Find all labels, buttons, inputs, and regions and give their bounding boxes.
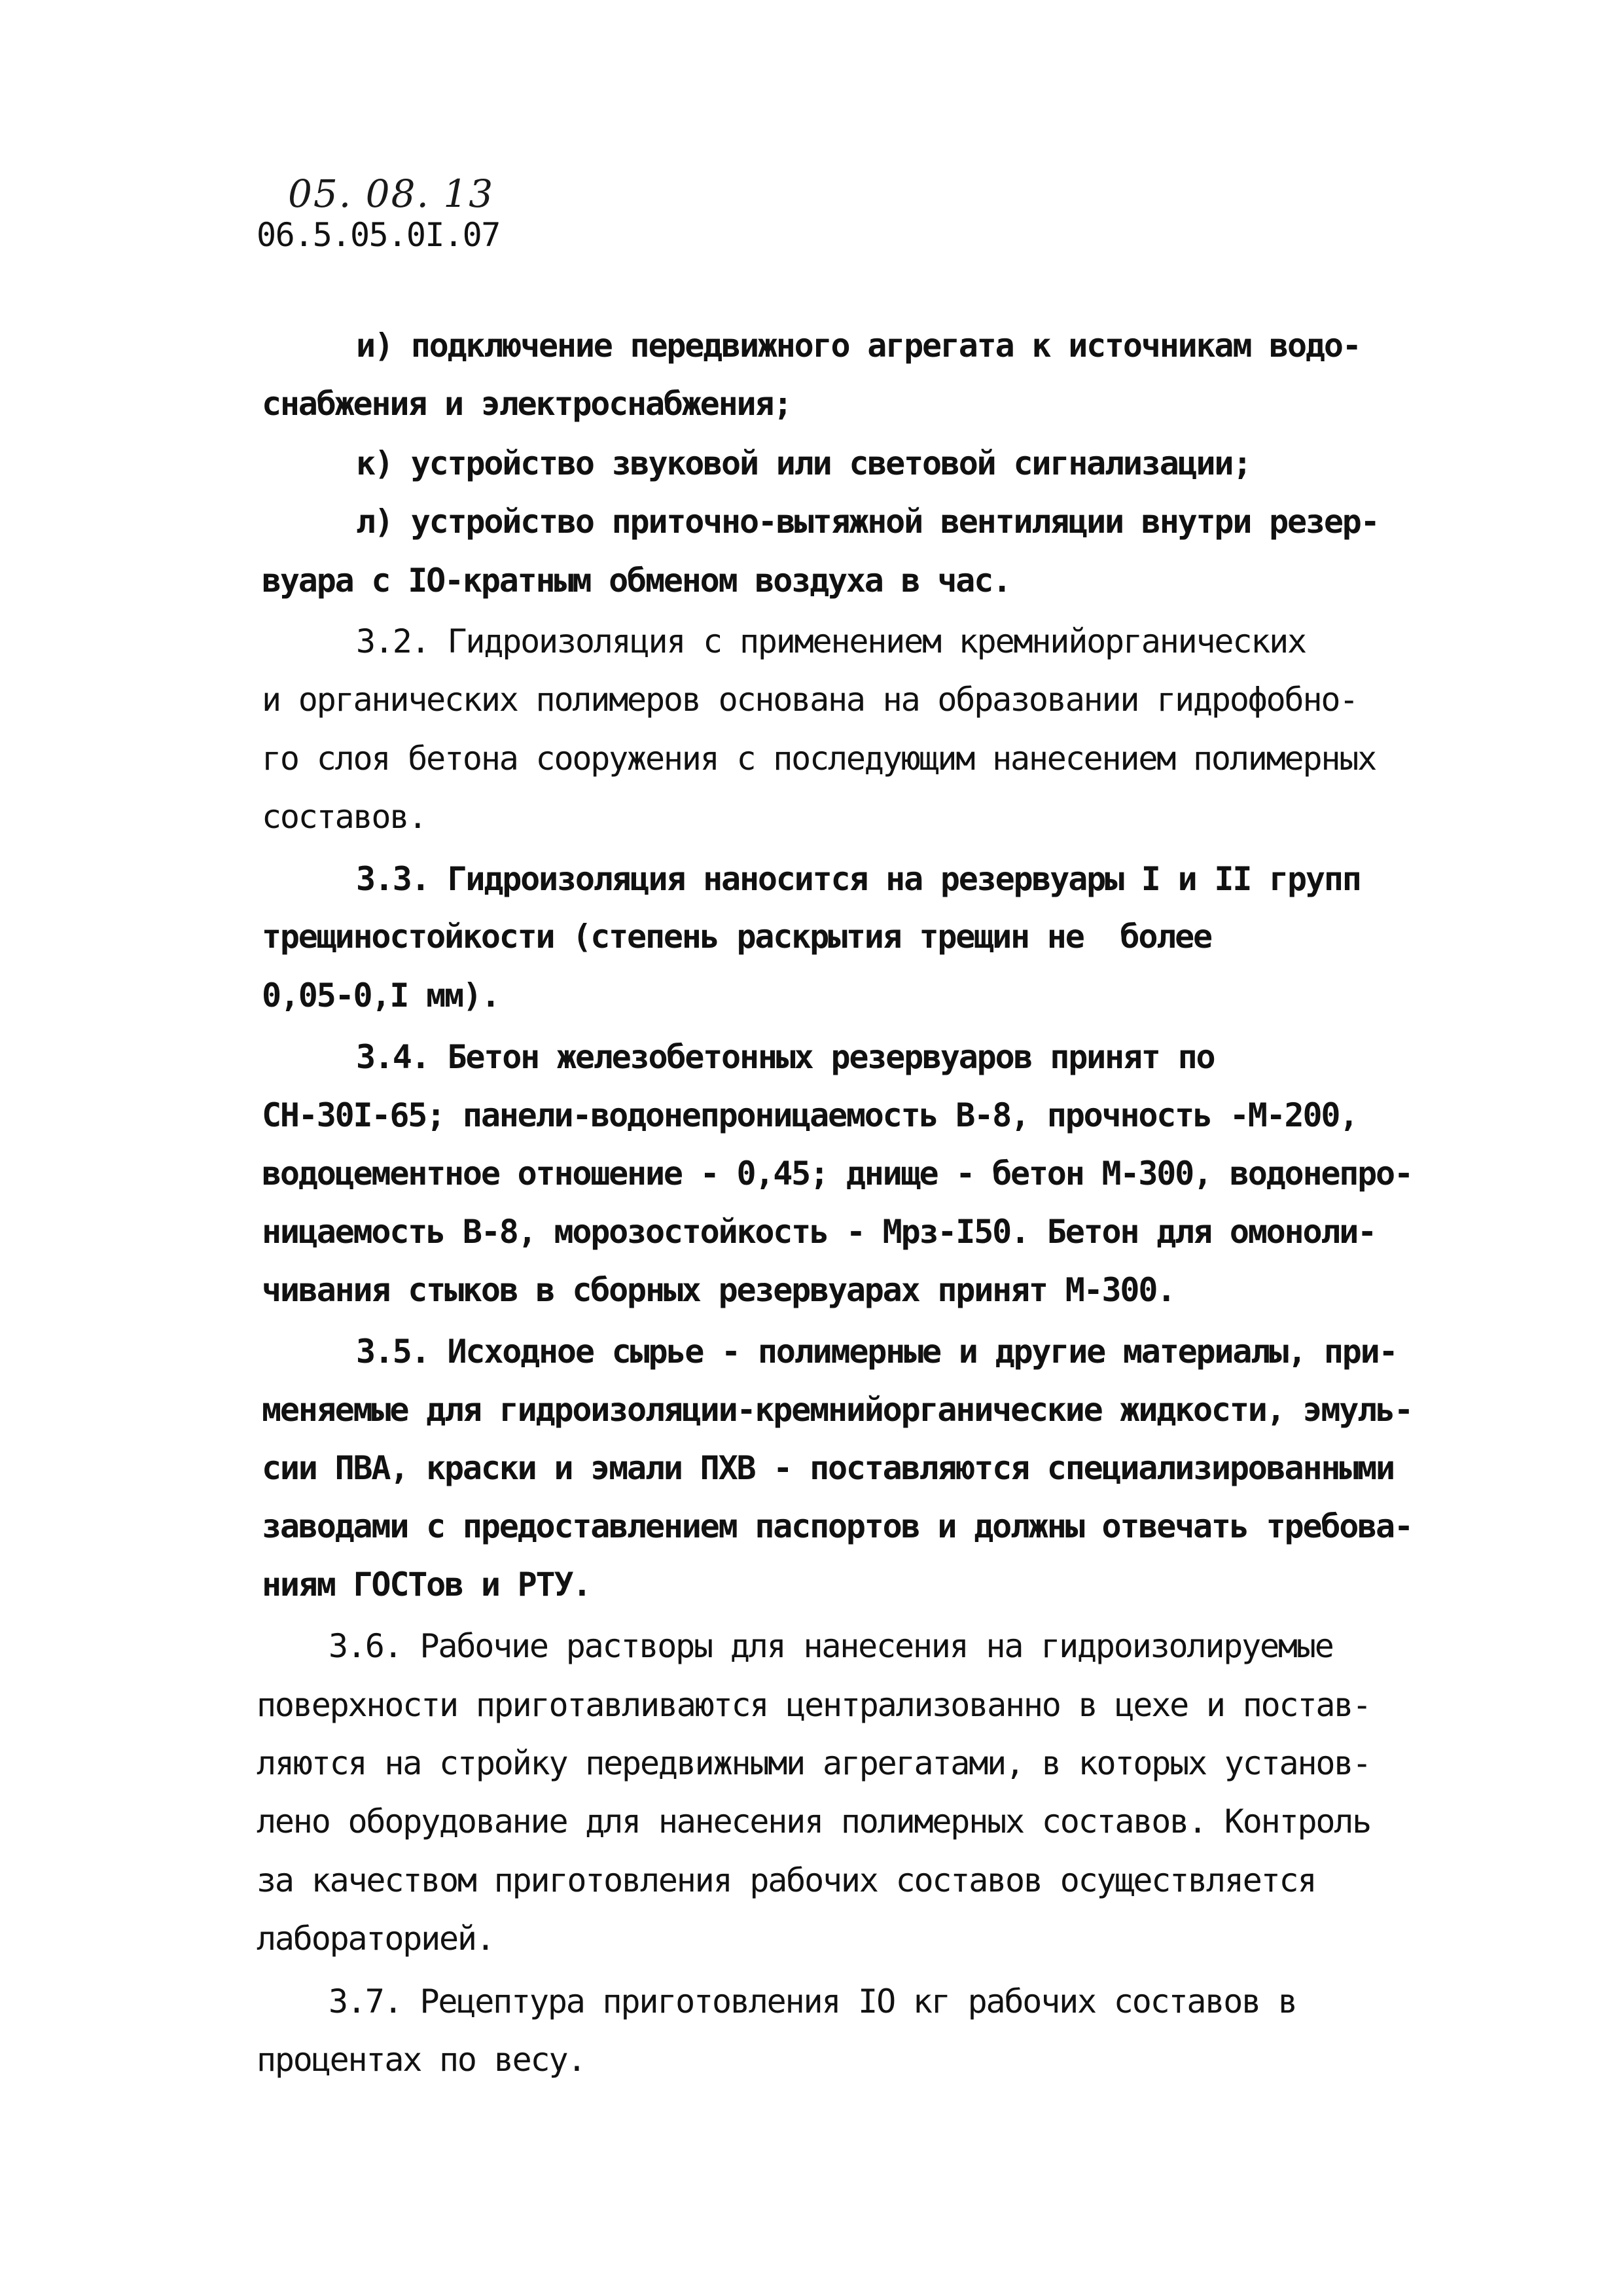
text-line: за качеством приготовления рабочих составов осуществляется — [257, 1861, 1316, 1899]
text-line: сии ПВА, краски и эмали ПХВ - поставляются специализированными — [262, 1449, 1394, 1487]
text-line: 0,05-0,I мм). — [262, 977, 499, 1014]
text-line: ниям ГОСТов и РТУ. — [262, 1566, 591, 1604]
text-line: к) устройство звуковой или световой сигнализации; — [356, 444, 1251, 482]
text-line: заводами с предоставлением паспортов и должны отвечать требова- — [262, 1507, 1412, 1545]
text-line: СН-30I-65; панели-водонепроницаемость В-8, прочность -М-200, — [262, 1096, 1358, 1134]
text-line: л) устройство приточно-вытяжной вентиляции внутри резер- — [356, 503, 1379, 541]
text-line: и органических полимеров основана на образовании гидрофобно- — [262, 681, 1358, 719]
text-line: 3.2. Гидроизоляция с применением кремнийорганических — [356, 622, 1306, 660]
text-line: снабжения и электроснабжения; — [262, 385, 792, 423]
text-line: 3.6. Рабочие растворы для нанесения на гидроизолируемые — [329, 1627, 1333, 1665]
text-line: меняемые для гидроизоляции-кремнийорганические жидкости, эмуль- — [262, 1391, 1412, 1429]
text-line: лено оборудование для нанесения полимерных составов. Контроль — [257, 1803, 1371, 1840]
text-line: поверхности приготавливаются централизованно в цехе и постав- — [257, 1686, 1371, 1724]
text-line: водоцементное отношение - 0,45; днище - бетон М-300, водонепро- — [262, 1155, 1412, 1193]
text-line: и) подключение передвижного агрегата к источникам водо- — [356, 327, 1361, 365]
text-line: 3.4. Бетон железобетонных резервуаров принят по — [356, 1038, 1215, 1076]
text-line: лабораторией. — [257, 1920, 494, 1958]
text-line: 3.3. Гидроизоляция наносится на резервуары I и II групп — [356, 860, 1361, 898]
text-line: ницаемость В-8, морозостойкость - Мрз-I50. Бетон для омоноли- — [262, 1213, 1376, 1251]
text-line: 3.7. Рецептура приготовления IO кг рабочих составов в — [329, 1982, 1296, 2020]
document-code: 06.5.05.0I.07 — [257, 216, 500, 254]
text-line: ляются на стройку передвижными агрегатами, в которых установ- — [257, 1744, 1371, 1782]
text-line: чивания стыков в сборных резервуарах принят М-300. — [262, 1271, 1175, 1309]
text-line: го слоя бетона сооружения с последующим нанесением полимерных — [262, 740, 1376, 778]
text-line: 3.5. Исходное сырье - полимерные и другие материалы, при- — [356, 1333, 1397, 1371]
text-line: трещиностойкости (степень раскрытия трещин не более — [262, 918, 1211, 956]
text-line: составов. — [262, 798, 427, 836]
text-line: процентах по весу. — [257, 2041, 586, 2079]
text-line: вуара с IO-кратным обменом воздуха в час. — [262, 562, 1011, 600]
handwritten-page-number: 05. 08. 13 — [288, 171, 495, 216]
